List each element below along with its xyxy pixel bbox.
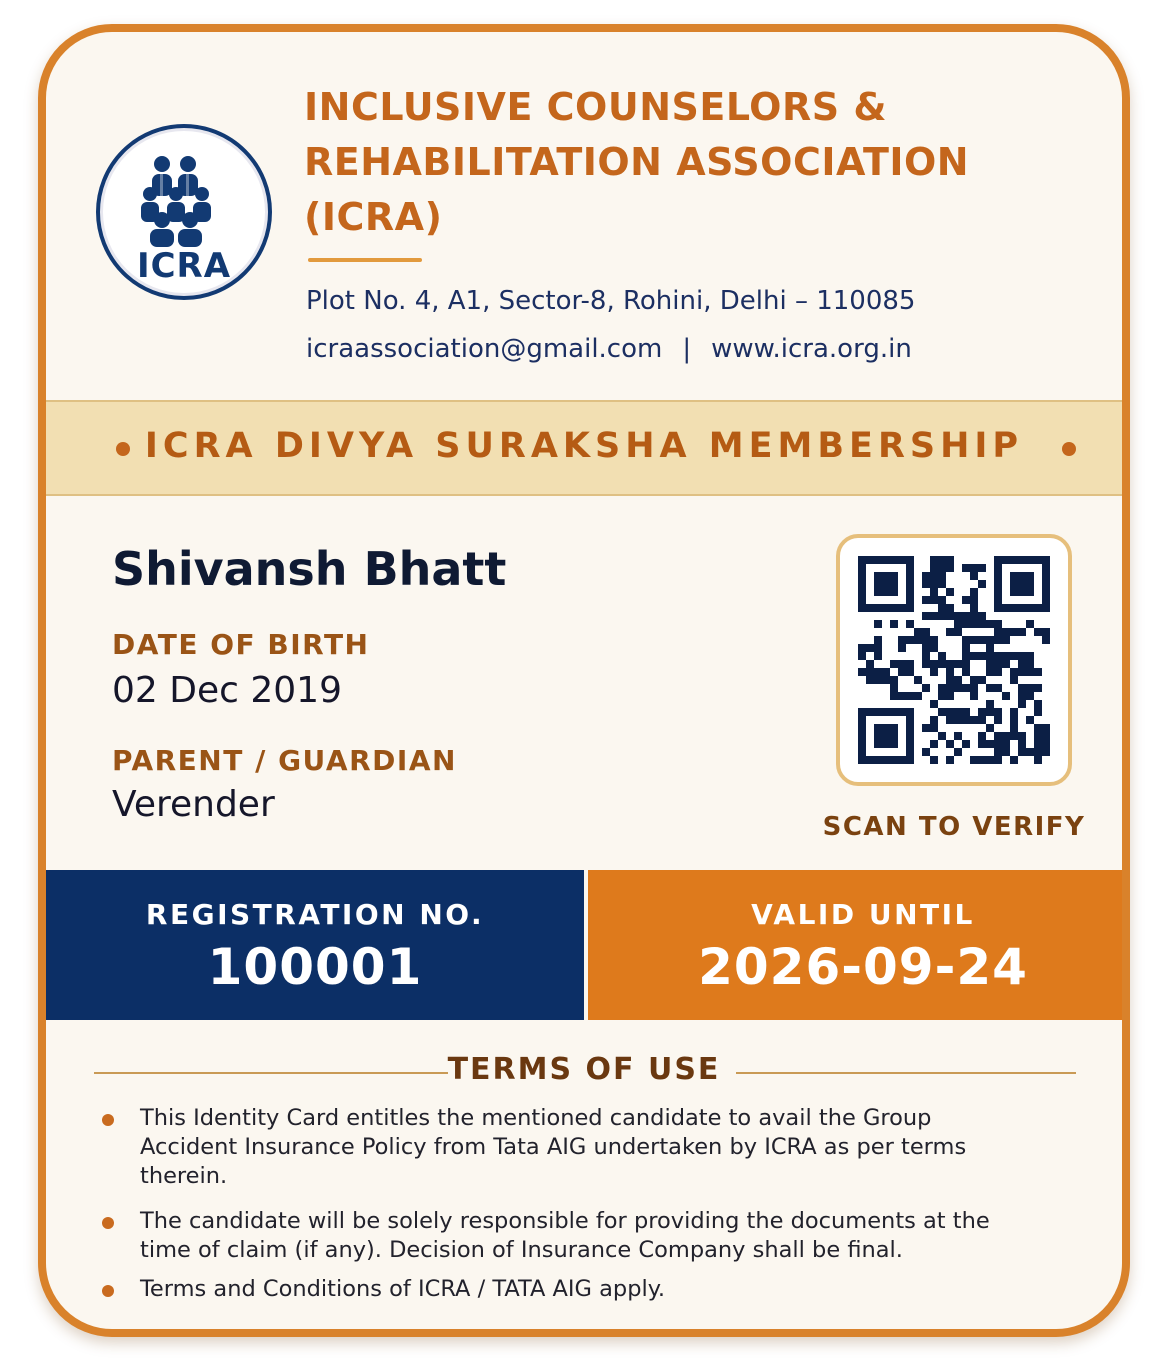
scan-to-verify-caption: SCAN TO VERIFY bbox=[822, 812, 1086, 842]
organization-name-line: INCLUSIVE COUNSELORS & bbox=[304, 85, 887, 129]
contact-row bbox=[306, 334, 912, 364]
contact-separator: | bbox=[682, 334, 692, 364]
membership-card bbox=[38, 24, 1130, 1337]
logo-text: ICRA bbox=[136, 246, 232, 286]
organization-name-line: REHABILITATION ASSOCIATION bbox=[304, 140, 970, 184]
organization-name bbox=[304, 80, 1064, 245]
website-text: www.icra.org.in bbox=[711, 334, 912, 364]
bullet-icon bbox=[102, 1217, 114, 1229]
icra-logo bbox=[96, 124, 272, 300]
band-dot-right bbox=[1062, 442, 1076, 456]
list-item bbox=[102, 1207, 1012, 1265]
term-text: Terms and Conditions of ICRA / TATA AIG apply. bbox=[140, 1276, 665, 1302]
list-item bbox=[102, 1275, 1012, 1304]
qr-code-icon[interactable] bbox=[858, 556, 1050, 764]
bullet-icon bbox=[102, 1114, 114, 1126]
organization-name-line: (ICRA) bbox=[304, 195, 443, 239]
terms-list bbox=[102, 1104, 1012, 1304]
registration-number: 100001 bbox=[207, 938, 423, 996]
membership-band bbox=[46, 400, 1122, 496]
membership-title: ICRA DIVYA SURAKSHA MEMBERSHIP bbox=[144, 426, 1024, 466]
term-text: This Identity Card entitles the mentioned candidate to avail the Group Accident Insurance Policy from Tata AIG undertaken by ICRA as per terms therein. bbox=[140, 1105, 967, 1189]
bullet-icon bbox=[102, 1285, 114, 1297]
member-name: Shivansh Bhatt bbox=[112, 542, 507, 596]
registration-label: REGISTRATION NO. bbox=[145, 898, 485, 931]
guardian-label: PARENT / GUARDIAN bbox=[112, 744, 457, 777]
valid-until-date: 2026-09-24 bbox=[698, 938, 1028, 996]
valid-until-label: VALID UNTIL bbox=[751, 898, 975, 931]
dob-label: DATE OF BIRTH bbox=[112, 628, 370, 661]
guardian-value: Verender bbox=[112, 784, 275, 825]
dob-value: 02 Dec 2019 bbox=[112, 670, 342, 711]
terms-title: TERMS OF USE bbox=[447, 1052, 721, 1087]
list-item bbox=[102, 1104, 1012, 1191]
qr-code-frame[interactable] bbox=[836, 534, 1072, 786]
registration-box bbox=[46, 870, 584, 1020]
validity-box bbox=[588, 870, 1130, 1020]
people-group-icon bbox=[140, 154, 230, 250]
title-underline bbox=[308, 258, 422, 262]
organization-address: Plot No. 4, A1, Sector-8, Rohini, Delhi – 110085 bbox=[306, 286, 916, 316]
email-text: icraassociation@gmail.com bbox=[306, 334, 663, 364]
terms-divider-right bbox=[736, 1072, 1076, 1074]
term-text: The candidate will be solely responsible for providing the documents at the time of claim (if any). Decision of Insurance Company shall be final. bbox=[140, 1208, 990, 1263]
